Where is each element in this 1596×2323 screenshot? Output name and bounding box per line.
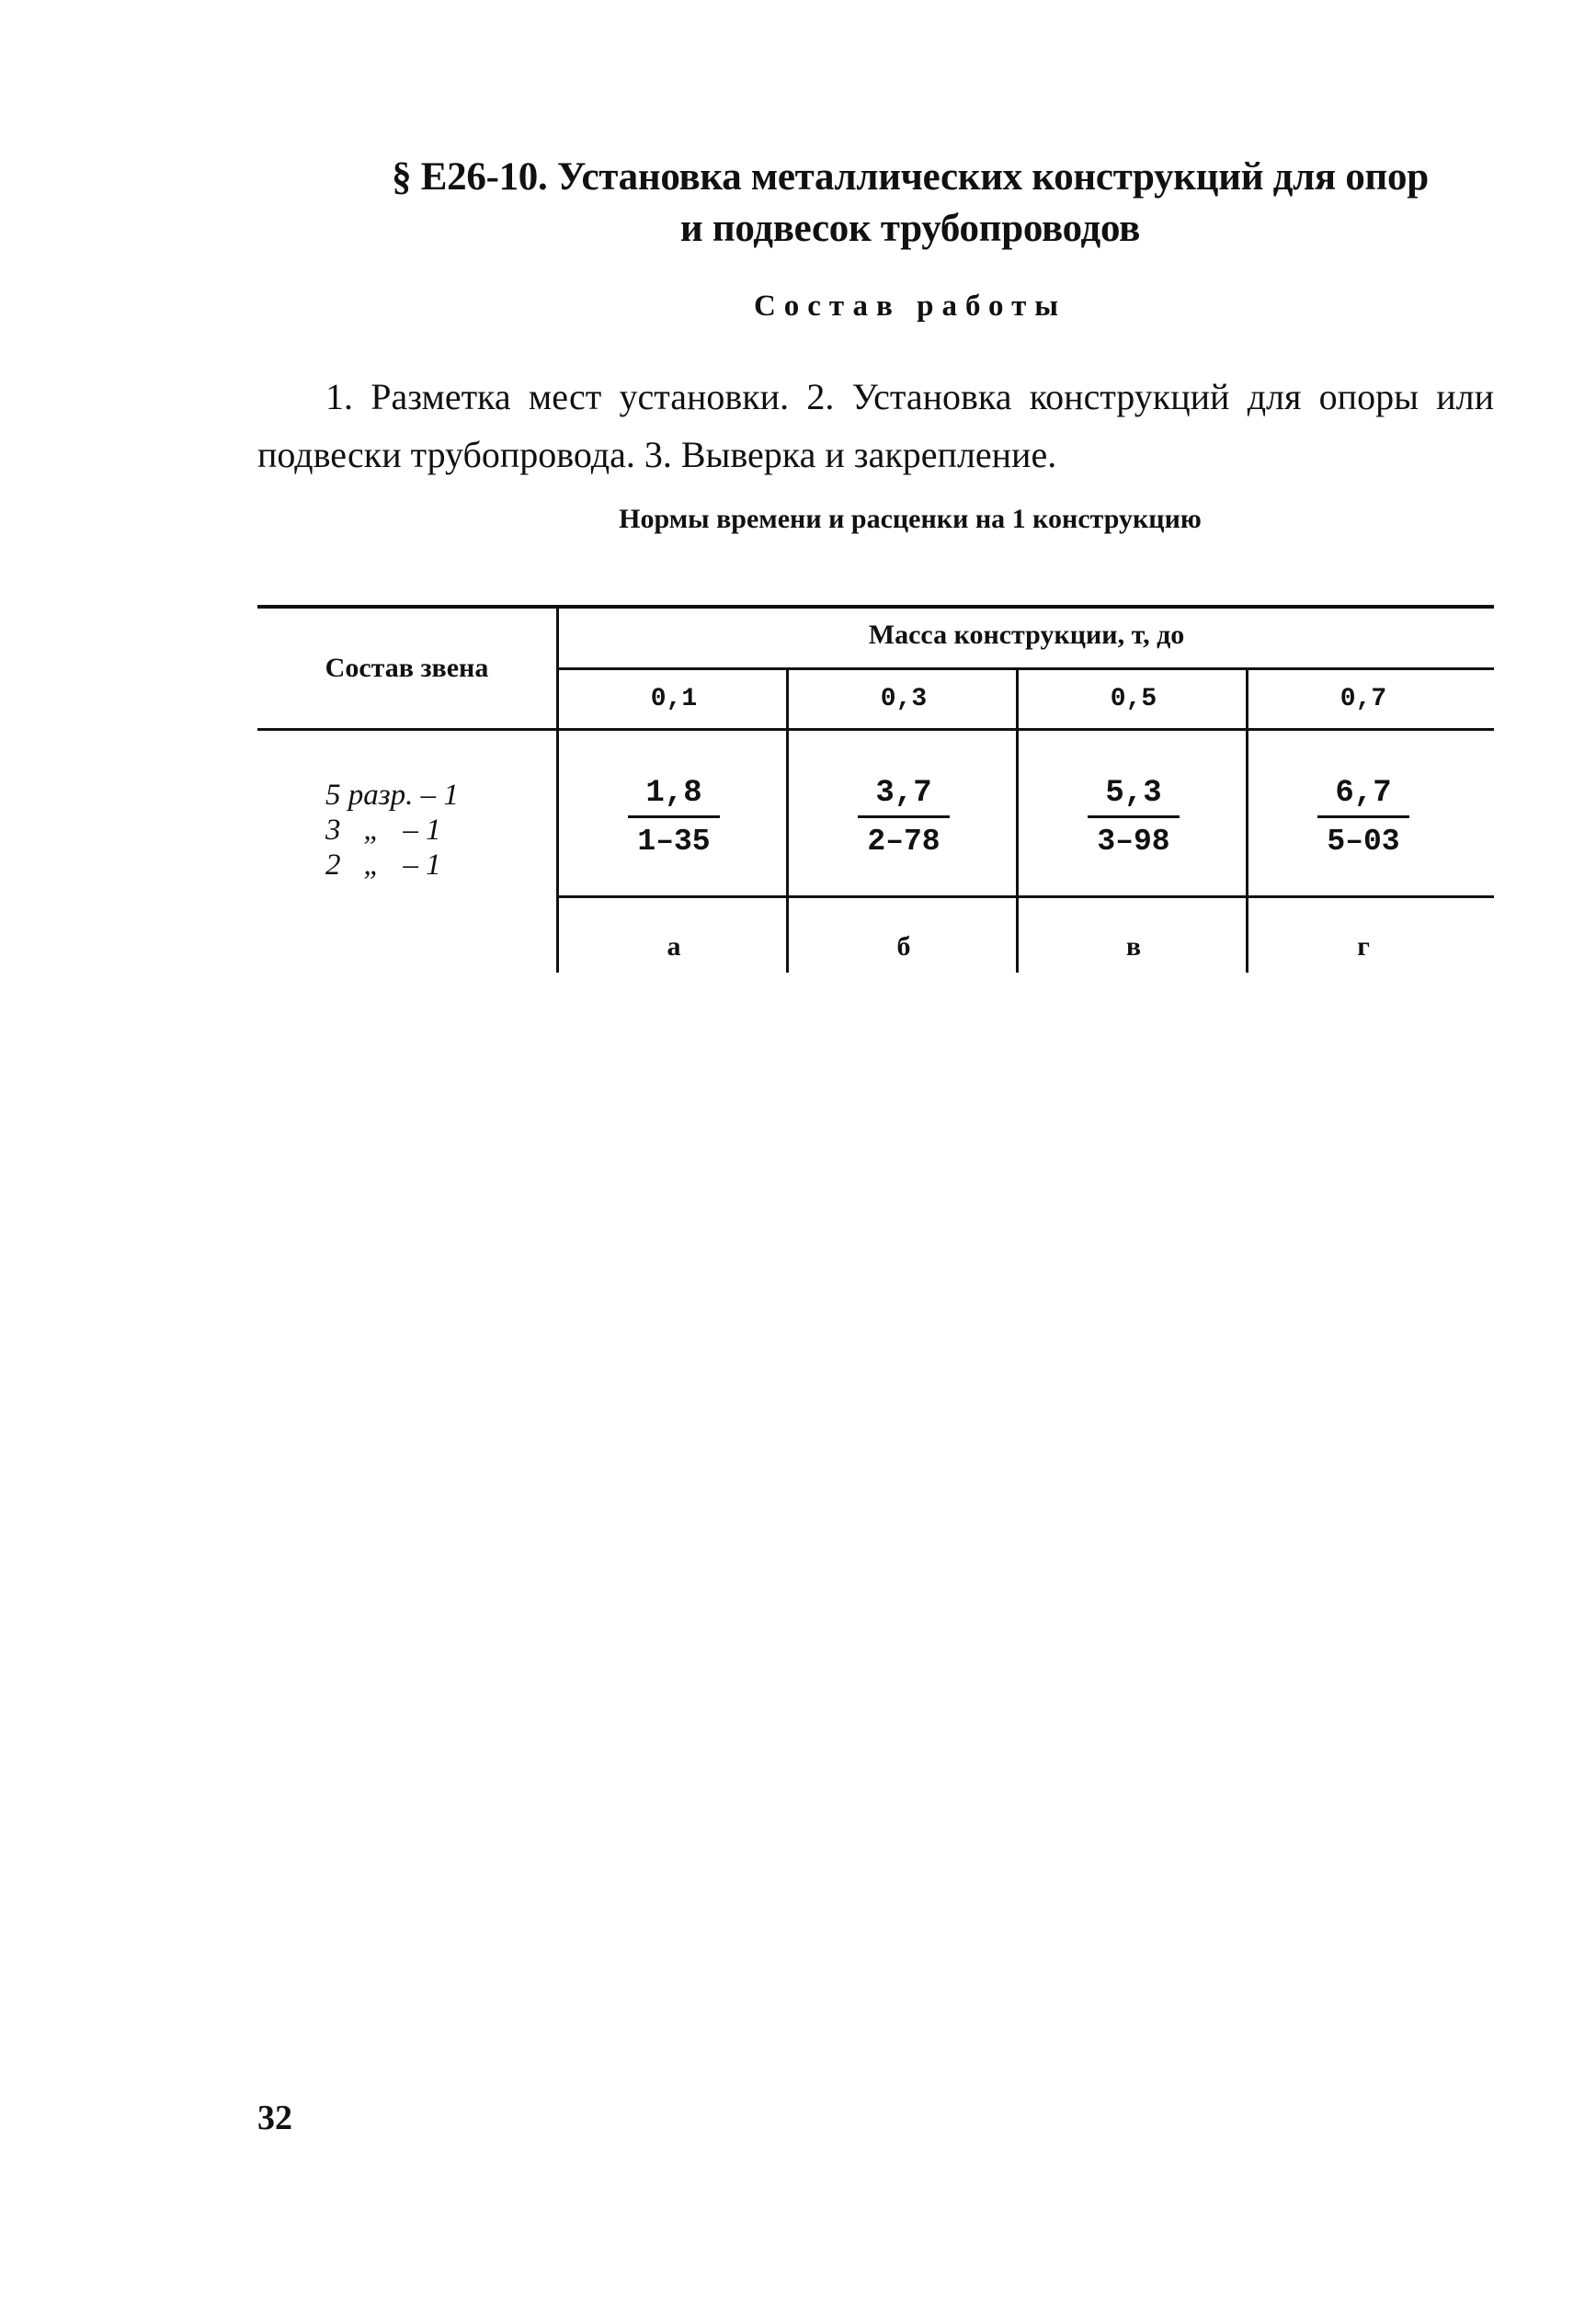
mass-col-c: 0,5 (1110, 685, 1157, 713)
mass-col-d: 0,7 (1340, 685, 1387, 713)
norm-cell-d (1248, 775, 1478, 860)
norm-cell-c (1019, 775, 1248, 860)
rate-value: 1–35 (637, 825, 711, 859)
norms-table (257, 605, 1494, 973)
crew-row: 3 „ – 1 (325, 814, 441, 847)
norm-cell-b (789, 775, 1019, 860)
column-letter-a: а (667, 931, 681, 962)
mass-col-a: 0,1 (650, 685, 698, 713)
fraction-bar (1088, 815, 1180, 818)
column-letter-d: г (1357, 931, 1370, 962)
header-bottom-rule (257, 728, 1494, 731)
table-caption: Нормы времени и расценки на 1 конструкцию (619, 504, 1202, 534)
time-norm: 1,8 (645, 776, 702, 811)
rate-value: 5–03 (1327, 825, 1400, 859)
work-composition-text: 1. Разметка мест установки. 2. Установка конструкций для опоры или подвески трубопровода. 3. Выверка и закрепление. (257, 376, 1494, 475)
fraction-bar (858, 815, 950, 818)
fraction-bar (1317, 815, 1409, 818)
work-composition-heading: Состав работы (753, 290, 1067, 323)
crew-row: 5 разр. – 1 (325, 779, 459, 812)
mass-col-b: 0,3 (880, 685, 928, 713)
time-norm: 5,3 (1105, 776, 1162, 811)
crew-row: 2 „ – 1 (325, 848, 441, 882)
fraction-bar (628, 815, 720, 818)
crew-composition (325, 778, 459, 883)
column-letter-b: б (896, 931, 911, 962)
rate-value: 2–78 (867, 825, 940, 859)
rate-value: 3–98 (1097, 825, 1170, 859)
time-norm: 3,7 (875, 776, 932, 811)
norm-cell-a (559, 775, 789, 860)
section-title (257, 152, 1563, 255)
column-letter-c: в (1125, 931, 1142, 962)
body-bottom-rule (556, 895, 1494, 898)
page-number: 32 (257, 2099, 292, 2137)
section-title-line-2: и подвесок трубопроводов (679, 207, 1141, 250)
time-norm: 6,7 (1335, 776, 1392, 811)
section-title-line-1: § Е26-10. Установка металлических конструкций для опор (392, 155, 1429, 199)
header-split-rule (556, 667, 1494, 670)
table-top-rule (257, 605, 1494, 609)
mass-header: Масса конструкции, т, до (868, 620, 1185, 650)
crew-header: Состав звена (325, 653, 489, 683)
